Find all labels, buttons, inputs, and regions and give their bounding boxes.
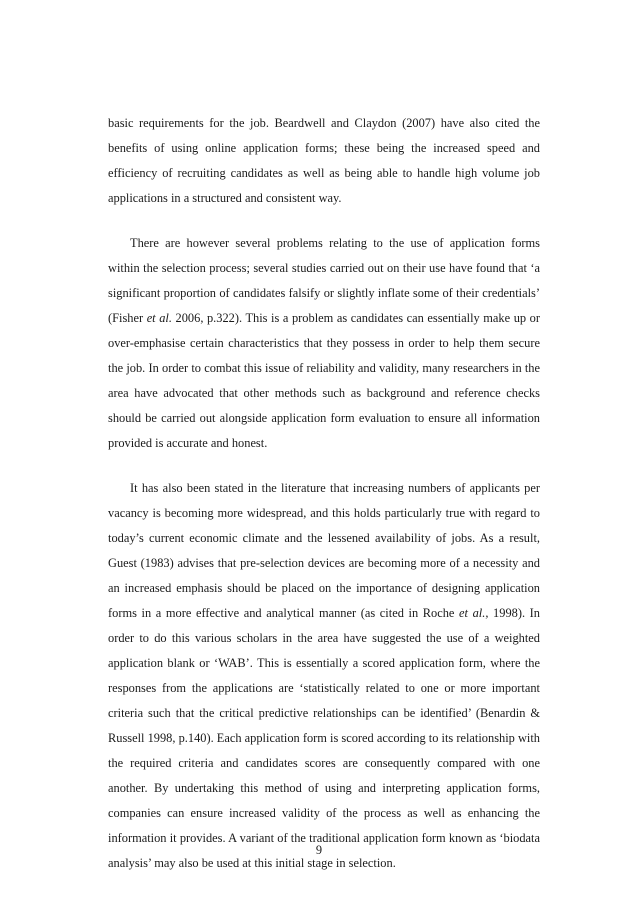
paragraph-2	[108, 231, 540, 456]
paragraph-1	[108, 111, 540, 211]
paragraph-3	[108, 476, 540, 876]
paragraph-2-text-b: 2006, p.322). This is a problem as candidates can essentially make up or over-emphasise certain characteristics that they possess in order to help them secure the job. In order to combat this issue of reliability and validity, many researchers in the area have advocated that other methods such as background and reference checks should be carried out alongside application form evaluation to ensure all information provided is accurate and honest.	[108, 311, 540, 450]
citation-et-al: et al.,	[459, 606, 489, 620]
paragraph-2-text-a: There are however several problems relating to the use of application forms within the selection process; several studies carried out on their use have found that ‘a significant proportion of candidates falsify or slightly inflate some of their credentials’ (Fisher	[108, 236, 540, 325]
paragraph-1-text: basic requirements for the job. Beardwell and Claydon (2007) have also cited the benefits of using online application forms; these being the increased speed and efficiency of recruiting candidates as well as being able to handle high volume job applications in a structured and consistent way.	[108, 116, 540, 205]
citation-et-al: et al.	[146, 311, 172, 325]
page-number: 9	[315, 843, 323, 857]
body-text	[108, 111, 540, 876]
paragraph-3-text-b: 1998). In order to do this various scholars in the area have suggested the use of a weighted application blank or ‘WAB’. This is essentially a scored application form, where the responses from the applications are ‘statistically related to one or more important criteria such that the critical predictive relationships can be identified’ (Benardin & Russell 1998, p.140). Each application form is scored according to its relationship with the required criteria and candidates scores are consequently compared with one another. By undertaking this method of using and interpreting application forms, companies can ensure increased validity of the process as well as enhancing the information it provides. A variant of the traditional application form known as ‘biodata analysis’ may also be used at this initial stage in selection.	[108, 606, 540, 870]
paragraph-3-text-a: It has also been stated in the literature that increasing numbers of applicants per vacancy is becoming more widespread, and this holds particularly true with regard to today’s current economic climate and the lessened availability of jobs. As a result, Guest (1983) advises that pre-selection devices are becoming more of a necessity and an increased emphasis should be placed on the importance of designing application forms in a more effective and analytical manner (as cited in Roche	[108, 481, 540, 620]
